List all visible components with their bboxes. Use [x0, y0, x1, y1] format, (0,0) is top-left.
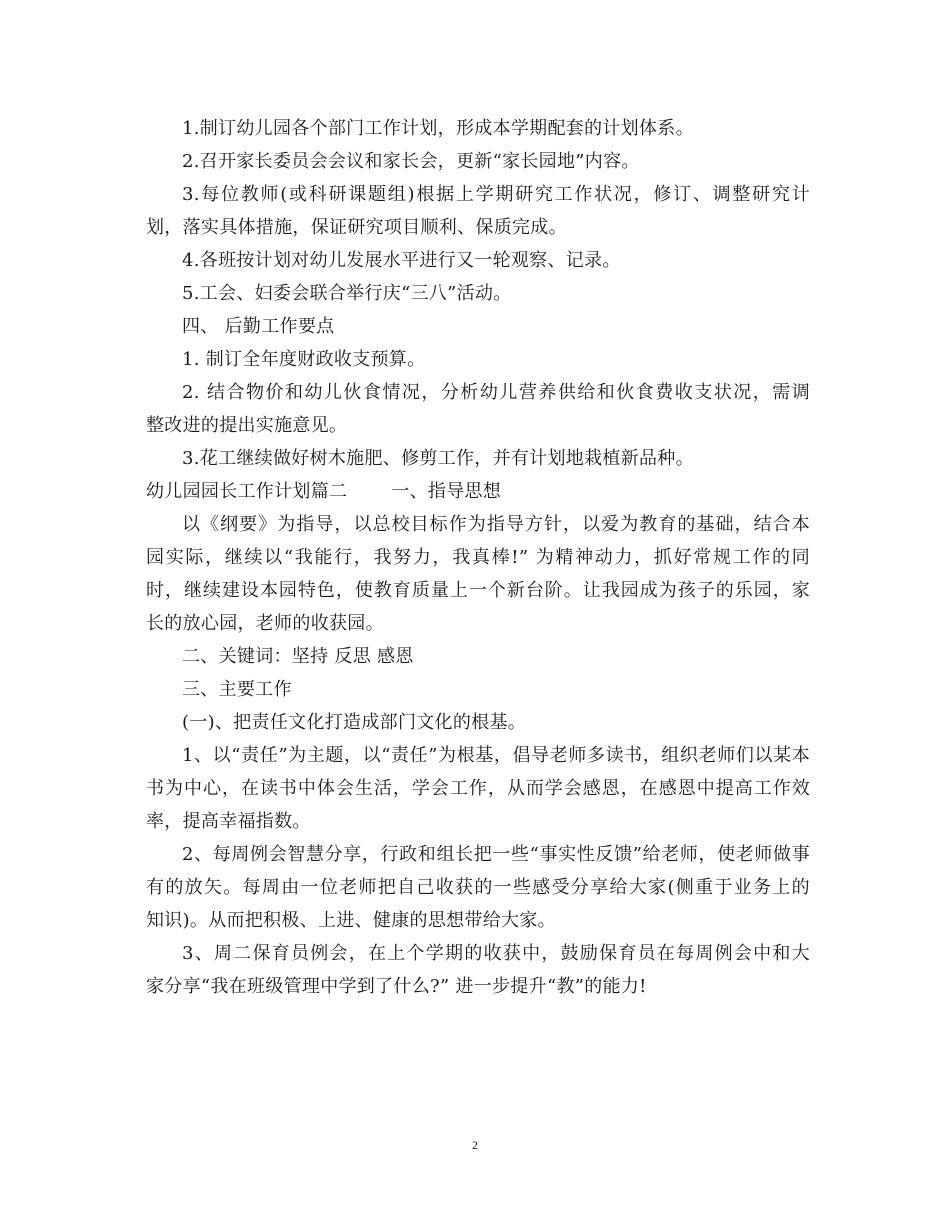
text-line: 1. 制订全年度财政收支预算。 [182, 349, 426, 370]
text-line: 二、关键词：坚持 反思 感恩 [182, 646, 414, 667]
text-line: 3.花工继续做好树木施肥、修剪工作，并有计划地栽植新品种。 [182, 448, 694, 469]
text-line: 2. 结合物价和幼儿伙食情况，分析幼儿营养供给和伙食费收支状况，需调 [182, 382, 810, 403]
text-line: 3.每位教师(或科研课题组)根据上学期研究工作状况，修订、调整研究计 [182, 184, 810, 205]
text-line: 家分享“我在班级管理中学到了什么?” 进一步提升“教”的能力! [146, 976, 647, 997]
paragraph-block-1 [146, 112, 810, 442]
paragraph-block-2 [146, 508, 810, 1003]
text-line: 2.召开家长委员会会议和家长会，更新“家长园地”内容。 [182, 151, 640, 172]
text-line: 整改进的提出实施意见。 [146, 415, 348, 436]
text-line: 书为中心，在读书中体会生活，学会工作，从而学会感恩，在感恩中提高工作效 [146, 778, 810, 799]
text-line: 4.各班按计划对幼儿发展水平进行又一轮观察、记录。 [182, 250, 621, 271]
section-heading [146, 475, 810, 508]
text-line: 1.制订幼儿园各个部门工作计划，形成本学期配套的计划体系。 [182, 118, 694, 139]
text-line: 2、每周例会智慧分享，行政和组长把一些“事实性反馈”给老师，使老师做事 [182, 844, 810, 865]
document-title: 幼儿园园长工作计划篇二 [146, 481, 348, 502]
page-number: 2 [472, 1138, 478, 1152]
text-line: 时，继续建设本园特色，使教育质量上一个新台阶。让我园成为孩子的乐园，家 [146, 580, 810, 601]
text-line: 三、主要工作 [182, 679, 292, 700]
text-line: 1、以“责任”为主题，以“责任”为根基，倡导老师多读书，组织老师们以某本 [182, 745, 810, 766]
text-line: 四、 后勤工作要点 [182, 316, 335, 337]
text-line: 园实际，继续以“我能行，我努力，我真棒!” 为精神动力，抓好常规工作的同 [146, 547, 810, 568]
text-line: 划，落实具体措施，保证研究项目顺利、保质完成。 [146, 217, 567, 238]
text-line: 以《纲要》为指导，以总校目标作为指导方针，以爱为教育的基础，结合本 [182, 514, 810, 535]
text-line: (一)、把责任文化打造成部门文化的根基。 [182, 712, 527, 733]
text-line: 5.工会、妇委会联合举行庆“三八”活动。 [182, 283, 512, 304]
text-line: 知识)。从而把积极、上进、健康的思想带给大家。 [146, 910, 556, 931]
document-body [146, 112, 810, 1003]
text-line: 长的放心园，老师的收获园。 [146, 613, 384, 634]
section-title: 一、指导思想 [391, 481, 502, 502]
text-line: 有的放矢。每周由一位老师把自己收获的一些感受分享给大家(侧重于业务上的 [146, 877, 810, 898]
text-line: 率，提高幸福指数。 [146, 811, 311, 832]
text-line: 3、周二保育员例会，在上个学期的收获中，鼓励保育员在每周例会中和大 [182, 943, 810, 964]
